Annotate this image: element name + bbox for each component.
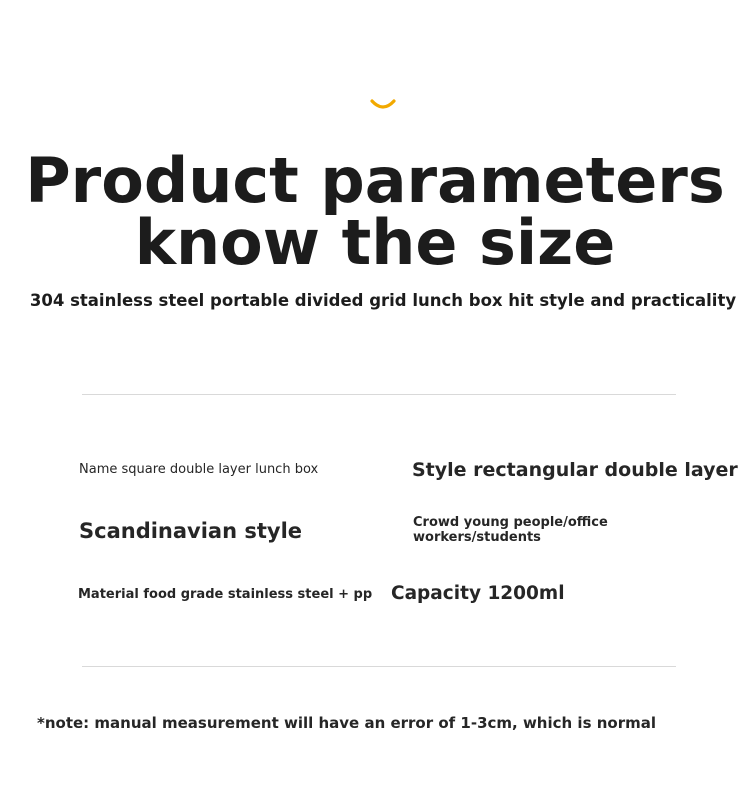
param-name: Name square double layer lunch box: [79, 462, 319, 477]
page-title-line-2: know the size: [134, 206, 616, 279]
param-material: Material food grade stainless steel + pp: [78, 587, 373, 602]
top-divider: [82, 394, 676, 395]
measurement-note: *note: manual measurement will have an error of 1-3cm, which is normal: [37, 714, 656, 732]
param-capacity: Capacity 1200ml: [391, 583, 565, 604]
param-style-extra: Scandinavian style: [79, 519, 303, 543]
param-crowd: Crowd young people/office workers/students: [413, 515, 608, 545]
smile-accent-icon: [368, 96, 398, 114]
page-title-line-1: Product parameters: [25, 144, 725, 217]
param-style: Style rectangular double layer: [412, 459, 738, 481]
page-subtitle: 304 stainless steel portable divided grid lunch box hit style and practicality: [29, 291, 737, 310]
bottom-divider: [82, 666, 676, 667]
